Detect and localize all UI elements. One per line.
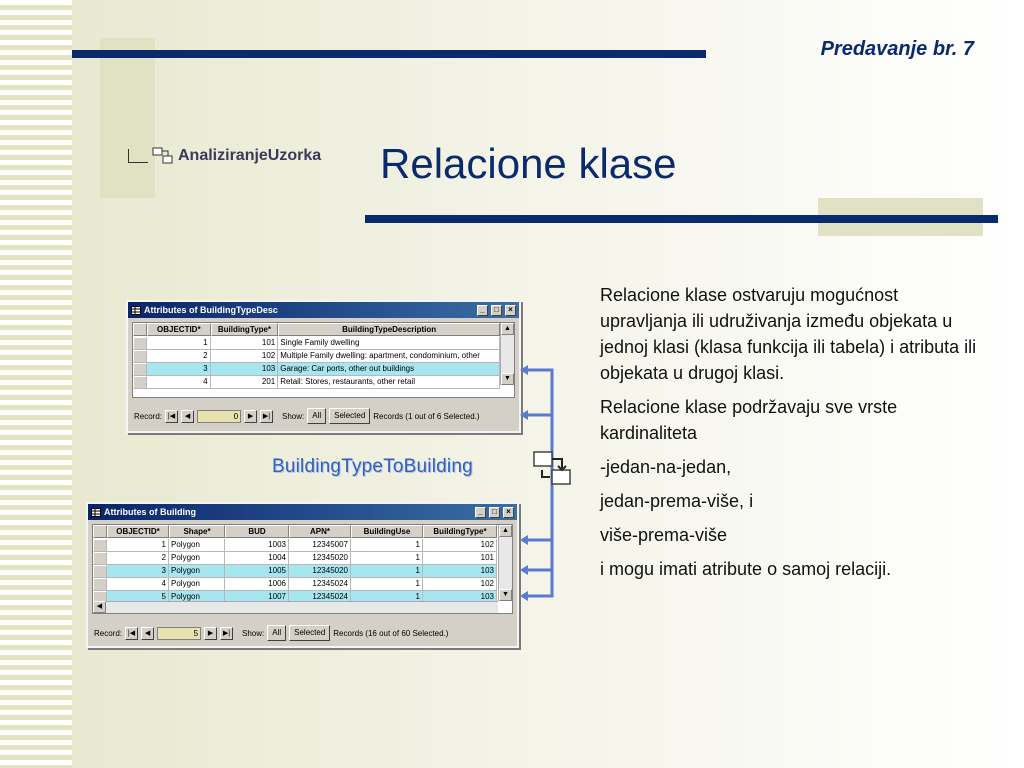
next-record-button[interactable]: ▶ <box>244 410 257 423</box>
scroll-left-button[interactable]: ◀ <box>93 601 106 613</box>
cell-buildinguse: 1 <box>351 565 423 578</box>
minimize-button[interactable]: _ <box>477 305 488 316</box>
column-header[interactable]: Shape* <box>169 525 225 538</box>
cell-description: Single Family dwelling <box>278 337 500 350</box>
cell-buildinguse: 1 <box>351 591 423 604</box>
tree-node-label: AnaliziranjeUzorka <box>178 147 322 164</box>
background-stripes <box>0 0 72 768</box>
cell-apn: 12345024 <box>289 578 351 591</box>
lecture-number: Predavanje br. 7 <box>820 38 974 60</box>
record-navigator <box>134 408 480 424</box>
show-all-button[interactable]: All <box>307 408 326 424</box>
cell-buildinguse: 1 <box>351 539 423 552</box>
cell-objectid: 1 <box>147 337 211 350</box>
paragraph: više-prema-više <box>600 525 728 545</box>
next-record-button[interactable]: ▶ <box>204 627 217 640</box>
cell-apn: 12345020 <box>289 565 351 578</box>
record-label: Record: <box>134 411 163 421</box>
scroll-down-button[interactable]: ▼ <box>501 373 514 385</box>
cell-objectid: 3 <box>107 565 169 578</box>
last-record-button[interactable]: ▶| <box>260 410 273 423</box>
table-row[interactable] <box>93 552 498 565</box>
arrow-head <box>520 535 528 545</box>
previous-record-button[interactable]: ◀ <box>181 410 194 423</box>
paragraph: jedan-prema-više, i <box>600 491 754 511</box>
cell-objectid: 5 <box>107 591 169 604</box>
body-text <box>600 282 990 590</box>
table-icon <box>91 508 101 517</box>
top-divider <box>72 50 706 58</box>
paragraph: Relacione klase ostvaruju mogućnost upravljanja ili udruživanja između objekata u jednoj klasi (klasa funkcija ili tabela) i atributa ili objekata u drugoj klasi. <box>600 285 977 383</box>
records-status: Records (1 out of 6 Selected.) <box>373 411 480 421</box>
attribute-table[interactable] <box>132 322 515 398</box>
cell-objectid: 1 <box>107 539 169 552</box>
table-row[interactable] <box>93 539 498 552</box>
record-navigator <box>94 625 448 641</box>
arrow-head <box>520 591 528 601</box>
arrow-head <box>520 365 528 375</box>
cell-bud: 1007 <box>225 591 289 604</box>
arrow-head <box>520 410 528 420</box>
tree-node[interactable] <box>128 146 321 166</box>
cell-buildinguse: 1 <box>351 552 423 565</box>
decorative-block <box>100 38 155 198</box>
cell-apn: 12345007 <box>289 539 351 552</box>
cell-buildingtype: 102 <box>423 539 497 552</box>
cell-shape: Polygon <box>169 591 225 604</box>
column-header[interactable]: BUD <box>225 525 289 538</box>
maximize-button[interactable]: □ <box>491 305 502 316</box>
cell-objectid: 2 <box>147 350 211 363</box>
record-label: Record: <box>94 628 123 638</box>
table-header <box>93 525 498 538</box>
cell-buildingtype: 103 <box>423 565 497 578</box>
show-selected-button[interactable]: Selected <box>329 408 370 424</box>
vertical-scrollbar[interactable] <box>498 525 512 601</box>
row-selector[interactable] <box>133 350 147 363</box>
window-titlebar[interactable] <box>88 504 517 520</box>
title-divider <box>365 215 998 223</box>
first-record-button[interactable]: |◀ <box>165 410 178 423</box>
cell-buildingtype: 103 <box>211 363 279 376</box>
column-header[interactable]: BuildingUse <box>351 525 423 538</box>
window-title: Attributes of BuildingTypeDesc <box>144 305 278 315</box>
window-titlebar[interactable] <box>128 302 519 318</box>
column-header[interactable]: BuildingType* <box>211 323 279 336</box>
page-title: Relacione klase <box>380 140 677 187</box>
column-header[interactable]: OBJECTID* <box>107 525 169 538</box>
row-selector[interactable] <box>93 565 107 578</box>
cell-description: Retail: Stores, restaurants, other retail <box>278 376 500 389</box>
table-row-selected[interactable] <box>133 363 500 376</box>
table-icon <box>131 306 141 315</box>
paragraph: -jedan-na-jedan, <box>600 457 732 477</box>
paragraph: Relacione klase podržavaju sve vrste kardinaliteta <box>600 397 898 443</box>
previous-record-button[interactable]: ◀ <box>141 627 154 640</box>
cell-bud: 1005 <box>225 565 289 578</box>
tree-connector <box>128 149 148 163</box>
relationship-class-icon <box>152 146 174 166</box>
attribute-table[interactable] <box>92 524 513 614</box>
cell-shape: Polygon <box>169 565 225 578</box>
scroll-up-button[interactable]: ▲ <box>501 323 514 335</box>
arrow-head <box>520 565 528 575</box>
cell-buildingtype: 201 <box>211 376 279 389</box>
attributes-window-buildingtypedesc[interactable] <box>126 300 521 433</box>
cell-description: Multiple Family dwelling: apartment, condominium, other <box>278 350 500 363</box>
table-row[interactable] <box>133 337 500 350</box>
cell-description: Garage: Car ports, other out buildings <box>278 363 500 376</box>
table-row[interactable] <box>133 350 500 363</box>
cell-apn: 12345020 <box>289 552 351 565</box>
row-selector[interactable] <box>93 539 107 552</box>
cell-objectid: 2 <box>107 552 169 565</box>
cell-buildingtype: 103 <box>423 591 497 604</box>
relationship-class-icon <box>532 450 574 490</box>
cell-shape: Polygon <box>169 578 225 591</box>
window-title: Attributes of Building <box>104 507 196 517</box>
vertical-scrollbar[interactable] <box>500 323 514 385</box>
close-button[interactable]: × <box>505 305 516 316</box>
column-header[interactable]: OBJECTID* <box>147 323 211 336</box>
maximize-button[interactable]: □ <box>489 507 500 518</box>
row-selector-header <box>93 525 107 538</box>
cell-buildingtype: 102 <box>423 578 497 591</box>
record-number-input[interactable]: 5 <box>157 627 201 640</box>
close-button[interactable]: × <box>503 507 514 518</box>
row-selector[interactable] <box>93 552 107 565</box>
table-header <box>133 323 500 336</box>
column-header[interactable]: BuildingType* <box>423 525 497 538</box>
cell-objectid: 4 <box>147 376 211 389</box>
table-row-selected[interactable] <box>93 565 498 578</box>
cell-shape: Polygon <box>169 552 225 565</box>
show-label: Show: <box>242 628 265 638</box>
relationship-class-label: BuildingTypeToBuilding <box>272 456 473 477</box>
scroll-up-button[interactable]: ▲ <box>499 525 512 537</box>
cell-objectid: 4 <box>107 578 169 591</box>
cell-buildinguse: 1 <box>351 578 423 591</box>
row-selector-header <box>133 323 147 336</box>
row-selector[interactable] <box>133 337 147 350</box>
cell-bud: 1004 <box>225 552 289 565</box>
table-row[interactable] <box>93 578 498 591</box>
records-status: Records (16 out of 60 Selected.) <box>333 628 449 638</box>
cell-bud: 1003 <box>225 539 289 552</box>
cell-objectid: 3 <box>147 363 211 376</box>
cell-shape: Polygon <box>169 539 225 552</box>
table-row[interactable] <box>133 376 500 389</box>
paragraph: i mogu imati atribute o samoj relaciji. <box>600 559 892 579</box>
row-selector[interactable] <box>93 578 107 591</box>
scroll-down-button[interactable]: ▼ <box>499 589 512 601</box>
show-all-button[interactable]: All <box>267 625 286 641</box>
record-number-input[interactable]: 0 <box>197 410 241 423</box>
show-selected-button[interactable]: Selected <box>289 625 330 641</box>
row-selector[interactable] <box>133 376 147 389</box>
cell-apn: 12345024 <box>289 591 351 604</box>
last-record-button[interactable]: ▶| <box>220 627 233 640</box>
attributes-window-building[interactable] <box>86 502 519 648</box>
column-header[interactable]: BuildingTypeDescription <box>278 323 500 336</box>
column-header[interactable]: APN* <box>289 525 351 538</box>
first-record-button[interactable]: |◀ <box>125 627 138 640</box>
cell-buildingtype: 101 <box>423 552 497 565</box>
show-label: Show: <box>282 411 305 421</box>
row-selector[interactable] <box>133 363 147 376</box>
horizontal-scrollbar[interactable] <box>93 601 498 613</box>
cell-buildingtype: 101 <box>211 337 279 350</box>
minimize-button[interactable]: _ <box>475 507 486 518</box>
cell-buildingtype: 102 <box>211 350 279 363</box>
cell-bud: 1006 <box>225 578 289 591</box>
